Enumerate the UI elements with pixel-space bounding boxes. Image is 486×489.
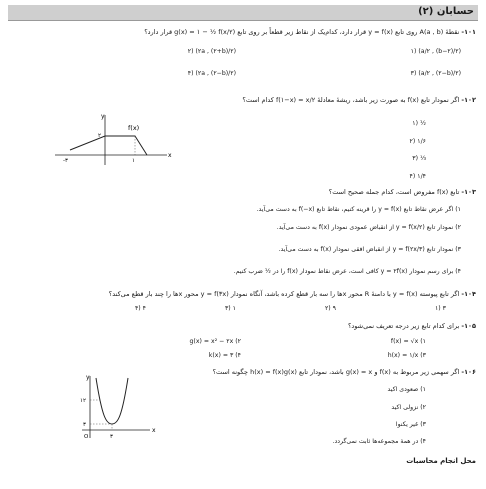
option-105-4[interactable]: k(x) = ۳ (۴ <box>208 352 241 359</box>
graph-label: f(x) <box>128 124 140 132</box>
question-text: نقطهٔ A(a , b) روی تابع y = f(x) قرار دارد، کدام‌یک از نقاط زیر قطعاً بر روی تابع g(x) = ۱ − ½ f(x/۲) قرار دارد؟ <box>144 28 460 36</box>
question-101 <box>6 28 476 36</box>
question-number: ۱۰۱- <box>461 28 476 36</box>
page-title: حسابان (۲) <box>418 6 474 17</box>
parabola <box>96 378 128 424</box>
question-number: ۱۰۲- <box>461 96 476 104</box>
tick-x: ۳ <box>110 434 113 440</box>
option-106-2[interactable]: ۲) نزولی اکید <box>391 404 426 411</box>
x-axis-label: x <box>152 427 156 434</box>
option-102-2[interactable]: ۱/۶ (۲ <box>409 138 426 145</box>
option-101-3[interactable]: (a/۲ , (۲−b)/۲) (۳ <box>410 70 461 77</box>
question-103 <box>6 188 476 196</box>
question-105 <box>6 322 476 330</box>
option-103-1[interactable]: ۱) اگر عرض نقاط تابع y = f(x) را قرینه کنیم، نقاط تابع f(−x) به دست می‌آید. <box>256 206 461 213</box>
question-text: اگر تابع پیوسته y = f(x) با دامنهٔ R محور xها را سه بار قطع کرده باشد، آنگاه نمودار y = f(۳x) محور xها را چند بار قطع می‌کند؟ <box>108 290 460 298</box>
option-103-2[interactable]: ۲) نمودار تابع y = f(x/۲) از انقباض عمودی نمودار f(x) به دست می‌آید. <box>276 224 461 231</box>
option-105-3[interactable]: h(x) = ۱/x (۳ <box>387 352 426 359</box>
option-103-4[interactable]: ۴) برای رسم نمودار y = ۲f(x) کافی است، عرض نقاط نمودار f(x) را در ½ ضرب کنیم. <box>233 268 461 275</box>
graph-102 <box>55 110 175 170</box>
tick-y-bottom: ۳ <box>83 422 86 428</box>
graph-line <box>70 136 147 155</box>
option-105-1[interactable]: f(x) = √x (۱ <box>390 338 426 345</box>
option-106-4[interactable]: ۴) در همهٔ مجموعه‌ها ثابت نمی‌گردد. <box>332 438 426 445</box>
option-104-3[interactable]: ۱ (۳ <box>224 305 236 312</box>
workspace-label: محل انجام محاسبات <box>406 457 476 465</box>
tick-two: ۲ <box>98 133 101 139</box>
question-text: اگر سهمی زیر مربوط به f(x) و g(x) = x باشد، نمودار تابع h(x) = f(x)g(x) چگونه است؟ <box>212 368 460 376</box>
tick-neg: -۳ <box>63 158 68 164</box>
x-axis-label: x <box>168 152 172 159</box>
tick-y-top: ۱۲ <box>80 398 86 404</box>
option-103-3[interactable]: ۳) نمودار تابع y = f(۲x/۳) از انقباض افقی نمودار f(x) به دست می‌آید. <box>278 246 461 253</box>
question-number: ۱۰۶- <box>461 368 476 376</box>
option-104-1[interactable]: ۳ (۱ <box>434 305 446 312</box>
option-102-3[interactable]: ⅓ (۳ <box>412 155 426 162</box>
option-102-1[interactable]: ½ (۱ <box>412 120 426 127</box>
option-104-4[interactable]: ۴ (۴ <box>134 305 146 312</box>
option-106-1[interactable]: ۱) صعودی اکید <box>387 386 426 393</box>
option-101-1[interactable]: (a/۲ , (b−۲)/۲) (۱ <box>410 48 461 55</box>
question-number: ۱۰۵- <box>461 322 476 330</box>
option-105-2[interactable]: g(x) = x² − ۲x (۲ <box>189 338 241 345</box>
option-104-2[interactable]: ۹ (۲ <box>324 305 336 312</box>
y-axis-label: y <box>101 113 105 120</box>
question-text: تابع f(x) مفروض است، کدام جمله صحیح است؟ <box>328 188 460 196</box>
question-102 <box>6 96 476 104</box>
question-104 <box>6 290 476 298</box>
y-axis-label: y <box>86 374 90 381</box>
question-text: اگر نمودار تابع f(x) به صورت زیر باشد، ریشهٔ معادلهٔ f(۱−x) = x/۲ کدام است؟ <box>242 96 460 104</box>
graph-106 <box>72 372 162 444</box>
question-text: برای کدام تابع زیر درجه تعریف نمی‌شود؟ <box>347 322 460 330</box>
option-102-4[interactable]: ۱/۴ (۴ <box>409 173 426 180</box>
question-number: ۱۰۳- <box>461 188 476 196</box>
option-101-2[interactable]: (۲a , (۲+b)/۲) (۲ <box>187 48 236 55</box>
tick-pos: ۱ <box>132 158 135 164</box>
option-106-3[interactable]: ۳) غیر یکنوا <box>395 421 426 428</box>
question-number: ۱۰۴- <box>461 290 476 298</box>
header-bar <box>8 5 478 21</box>
option-101-4[interactable]: (۲a , (۲−b)/۲) (۴ <box>187 70 236 77</box>
tick-origin: O <box>84 434 89 440</box>
